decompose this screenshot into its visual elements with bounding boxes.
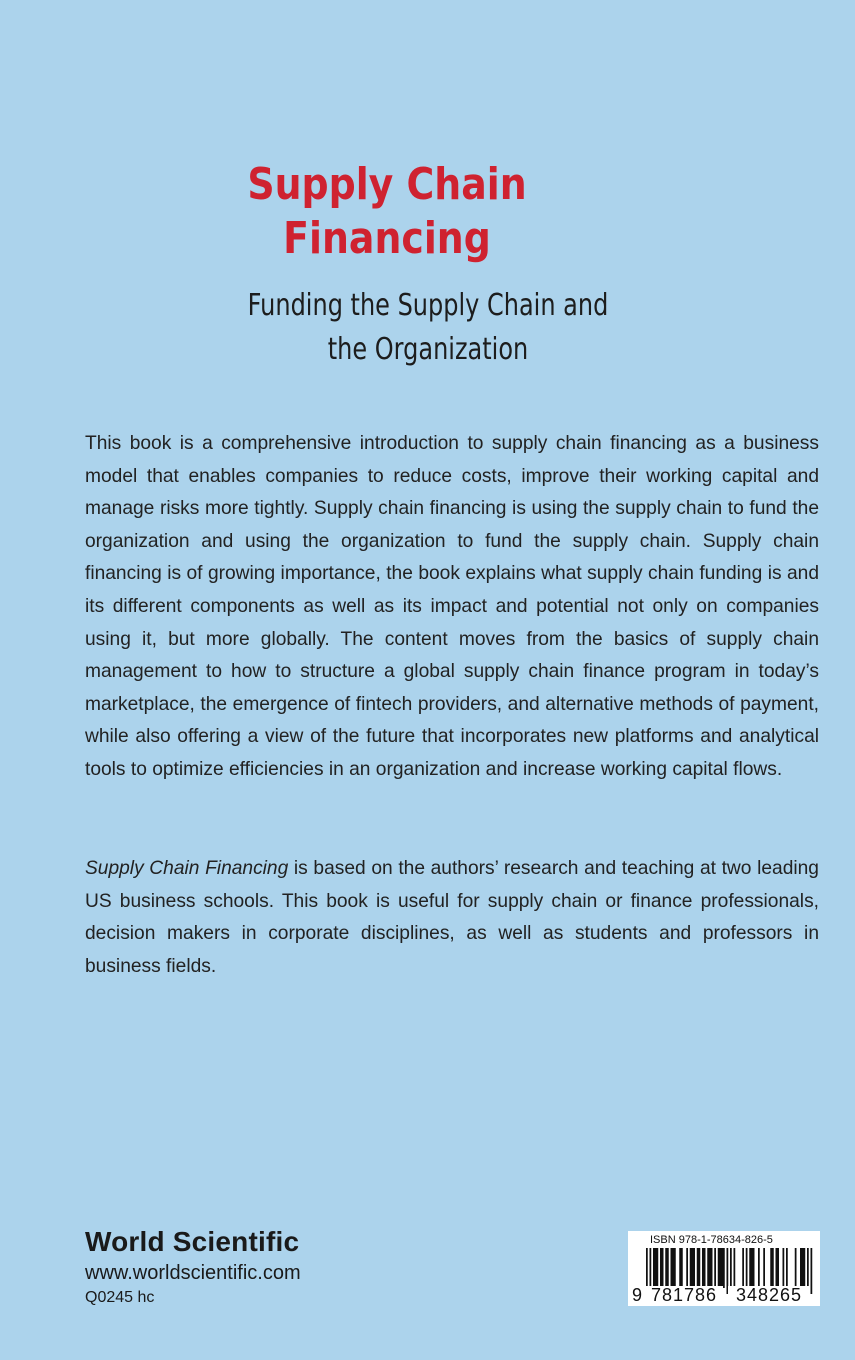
barcode-bar	[660, 1248, 664, 1288]
barcode-bar	[770, 1248, 774, 1288]
book-title-line2: Financing	[283, 213, 491, 264]
description-paragraph-1: This book is a comprehensive introduction to supply chain financing as a business model that enables companies to reduce costs, improve their working capital and manage risks more tightly. Supply chain financing is using the supply chain to fund the organization and using the organization to fund the supply chain. Supply chain financing is of growing importance, the book explains what supply chain funding is and its different components as well as its impact and potential not only on companies using it, but more globally. The content moves from the basics of supply chain management to how to structure a global supply chain finance program in today’s marketplace, the emergence of fintech providers, and alternative methods of payment, while also offering a view of the future that incorporates new platforms and analytical tools to optimize efficiencies in an organization and increase working capital flows.	[85, 433, 819, 780]
book-title-italic: Supply Chain Financing	[85, 858, 289, 879]
barcode-bar	[671, 1248, 676, 1288]
ean-digits	[628, 1286, 820, 1306]
product-code: Q0245 hc	[85, 1289, 155, 1306]
description-paragraph-2	[85, 853, 819, 983]
book-subtitle	[0, 284, 855, 372]
barcode-bar	[783, 1248, 785, 1288]
book-title	[0, 158, 774, 266]
barcode-bar	[702, 1248, 706, 1288]
barcode-bar	[742, 1248, 744, 1288]
isbn-barcode	[628, 1231, 820, 1306]
book-subtitle-line2: the Organization	[327, 332, 529, 367]
publisher-website: www.worldscientific.com	[85, 1262, 301, 1284]
barcode-bar	[795, 1248, 797, 1288]
ean-left-digits: 781786	[645, 1286, 723, 1304]
barcode-bar	[734, 1248, 736, 1288]
barcode-bar	[718, 1248, 725, 1288]
barcode-bar	[800, 1248, 805, 1288]
isbn-label: ISBN 978-1-78634-826-5	[650, 1234, 773, 1246]
barcode-bar	[697, 1248, 701, 1288]
barcode-bar	[786, 1248, 788, 1288]
book-title-line1: Supply Chain	[247, 159, 527, 210]
barcode-bar	[746, 1248, 748, 1288]
barcode-bar	[749, 1248, 754, 1288]
book-subtitle-line1: Funding the Supply Chain and	[247, 288, 609, 323]
ean-right-digits: 348265	[728, 1286, 810, 1304]
barcode-bar	[763, 1248, 765, 1288]
barcode-bar	[707, 1248, 712, 1288]
barcode-bar	[686, 1248, 688, 1288]
barcode-bar	[653, 1248, 658, 1288]
description-paragraph-2-text: is based on the authors’ research and teaching at two leading US business schools. This book is useful for supply chain or finance professionals, decision makers in corporate disciplines, as well as students and professors in business fields.	[85, 858, 819, 977]
barcode-bar	[758, 1248, 760, 1288]
barcode-bar	[776, 1248, 780, 1288]
barcode-bar	[690, 1248, 695, 1288]
barcode-bar	[679, 1248, 683, 1288]
barcode-bar	[665, 1248, 669, 1288]
ean-first-digit: 9	[632, 1285, 643, 1305]
barcode-bar	[714, 1248, 716, 1288]
publisher-name: World Scientific	[85, 1226, 300, 1257]
